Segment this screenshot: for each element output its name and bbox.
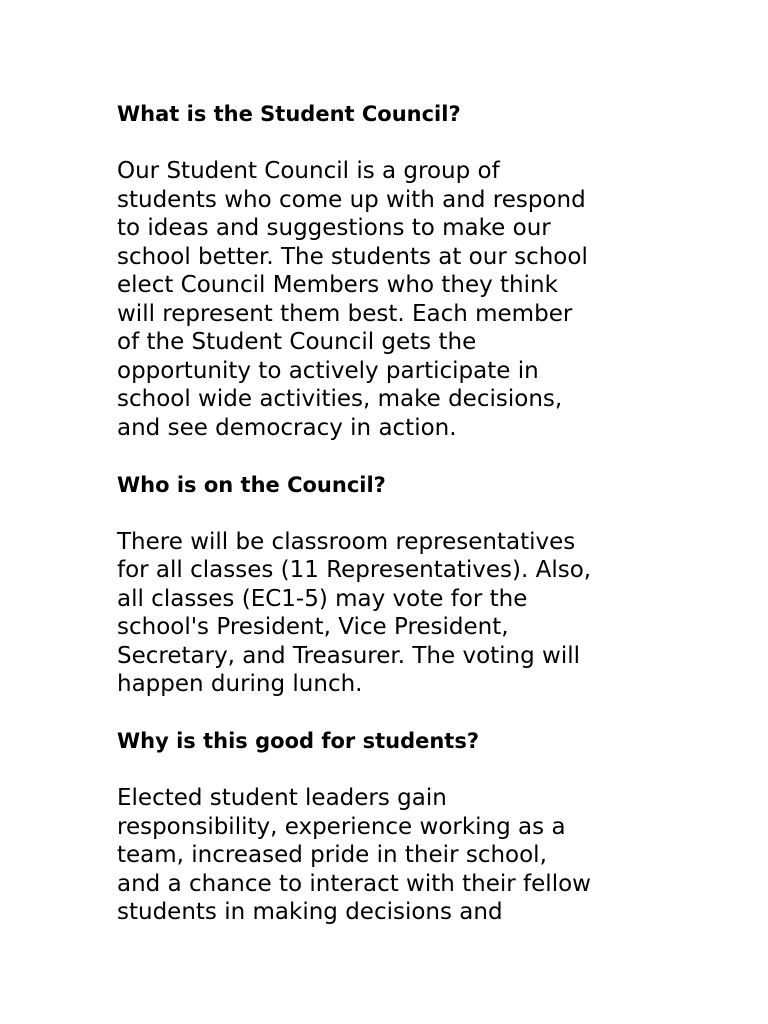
- text-line: responsibility, experience working as a: [117, 813, 566, 840]
- text-line: for all classes (11 Representatives). Also,: [117, 557, 592, 583]
- text-line: will represent them best. Each member: [117, 300, 573, 327]
- text-line: happen during lunch.: [117, 671, 363, 697]
- text-line: all classes (EC1-5) may vote for the: [117, 585, 528, 612]
- text-line: opportunity to actively participate in: [117, 357, 539, 384]
- heading-what-is-council: What is the Student Council?: [117, 102, 461, 126]
- heading-who-is-on-council: Who is on the Council?: [117, 472, 386, 497]
- text-line: school's President, Vice President,: [117, 614, 509, 640]
- spacer: [117, 499, 677, 528]
- text-line: Our Student Council is a group of: [117, 158, 500, 184]
- text-line: Elected student leaders gain: [117, 785, 447, 811]
- text-line: and see democracy in action.: [117, 414, 457, 441]
- spacer: [117, 129, 677, 158]
- text-line: There will be classroom representatives: [117, 528, 576, 555]
- text-line: students who come up with and respond: [117, 186, 586, 213]
- heading-why-good-for-students: Why is this good for students?: [117, 729, 480, 753]
- text-line: and a chance to interact with their fellow: [117, 870, 591, 897]
- paragraph-what-is-council: [117, 157, 677, 442]
- spacer: [117, 442, 677, 471]
- text-line: team, increased pride in their school,: [117, 842, 547, 868]
- spacer: [117, 756, 677, 785]
- text-line: students in making decisions and: [117, 899, 503, 925]
- text-line: school better. The students at our school: [117, 243, 588, 270]
- text-line: elect Council Members who they think: [117, 272, 558, 298]
- paragraph-who-is-on-council: [117, 528, 677, 699]
- document-body: [117, 100, 677, 927]
- text-line: to ideas and suggestions to make our: [117, 215, 551, 241]
- text-line: Secretary, and Treasurer. The voting will: [117, 642, 581, 669]
- text-line: school wide activities, make decisions,: [117, 386, 563, 412]
- spacer: [117, 699, 677, 728]
- text-line: of the Student Council gets the: [117, 329, 477, 355]
- paragraph-why-good-for-students: [117, 784, 677, 927]
